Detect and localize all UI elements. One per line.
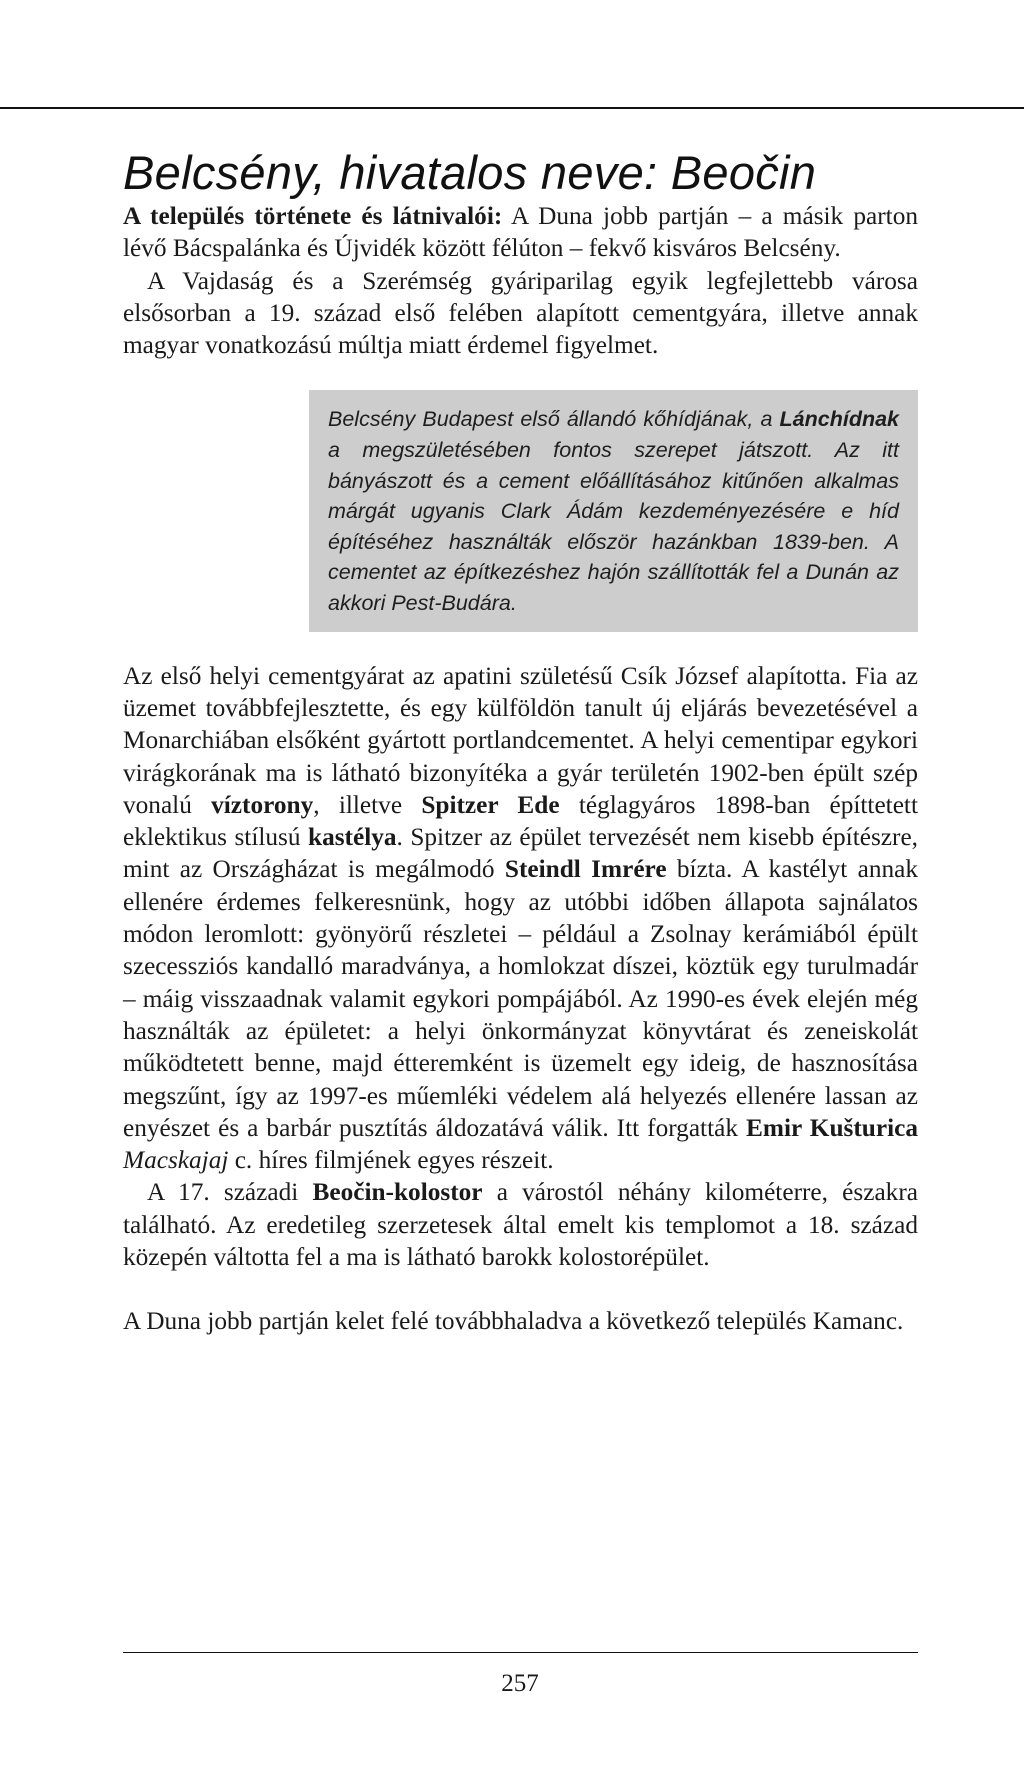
bold-spitzer-ede: Spitzer Ede: [421, 790, 560, 819]
intro-paragraph: [123, 200, 918, 265]
callout-box: [309, 390, 918, 631]
text-run: , illetve: [313, 790, 422, 819]
intro-text: A Duna jobb partján – a másik parton lévő Bácspalánka és Újvidék között félúton – fekvő kisváros Belcsény.: [123, 202, 918, 263]
footer-rule: [123, 1652, 918, 1653]
text-run: Az első helyi cementgyárat az apatini születésű Csík József alapította. Fia az üzemet továbbfejlesztette, és egy külföldön tanult új eljárás bevezetésével a Monarchiában elsőként gyártott portlandcementet. A helyi cementipar egykori virágkorának ma is látható bizonyítéka a gyár területén 1902-ben épült szép vonalú: [123, 661, 918, 819]
page-title: Belcsény, hivatalos neve: Beočin: [123, 146, 817, 199]
paragraph-cementgyar: [123, 660, 918, 1177]
paragraph-kolostor: [123, 1176, 918, 1273]
bold-viztorony: víztorony: [211, 790, 314, 819]
text-run: a várostól néhány kilométerre, északra található. Az eredetileg szerzetesek által emelt kis templomot a 18. század közepén váltotta fel a ma is látható barokk kolostorépület.: [123, 1178, 918, 1271]
text-run: bízta. A kastélyt annak ellenére érdemes felkeresnünk, hogy az utóbbi időben állapota sajnálatos módon leromlott: gyönyörű részletei – például a Zsolnay kerámiából épült szecessziós kandalló maradványa, a homlokzat díszei, köztük egy turulmadár – máig visszaadnak valamit egykori pompájából. Az 1990-es évek elején még használták az épületet: a helyi önkormányzat könyvtárat és zeneiskolát működtetett benne, majd étteremként is üzemelt egy ideig, de hasznosítása megszűnt, így az 1997-es műemléki védelem alá helyezés ellenére lassan az enyészet és a barbár pusztítás áldozatává válik. Itt forgatták: [123, 855, 918, 1142]
paragraph-kamanc: A Duna jobb partján kelet felé továbbhaladva a következő település Kamanc.: [123, 1307, 904, 1336]
top-rule: [0, 107, 1024, 109]
bold-steindl-imrere: Steindl Imrére: [504, 855, 667, 884]
bold-beocin-kolostor: Beočin-kolostor: [312, 1178, 483, 1207]
callout-text: Belcsény Budapest első állandó kőhídjának, a: [328, 407, 780, 432]
paragraph-vajdasag: A Vajdaság és a Szerémség gyáriparilag egyik legfejlettebb városa elsősorban a 19. század első felében alapított cementgyára, illetve annak magyar vonatkozású múltja miatt érdemel figyelmet.: [123, 266, 918, 360]
spacer: [123, 1273, 918, 1305]
page-content: [123, 146, 918, 1338]
text-run: téglagyáros 1898-ban építtetett eklektikus stílusú: [123, 790, 918, 852]
text-run: . Spitzer az épület tervezését nem kisebb építészre, mint az Országházat is megálmodó: [123, 823, 919, 884]
text-run: A 17. századi: [147, 1178, 313, 1207]
callout-text: a megszületésében fontos szerepet játszott. Az itt bányászott és a cement előállításához kitűnően alkalmas márgát ugyanis Clark Ádám kezdeményezésére e híd építéséhez használták először hazánkban 1839-ben. A cementet az építkezéshez hajón szállították fel a Dunán az akkori Pest-Budára.: [328, 438, 899, 616]
bold-kastelya: kastélya: [308, 823, 397, 852]
page-number: 257: [501, 1670, 539, 1697]
intro-label: A település története és látnivalói:: [123, 202, 503, 230]
italic-macskajaj: Macskajaj: [123, 1146, 229, 1175]
text-run: c. híres filmjének egyes részeit.: [228, 1146, 554, 1175]
callout-bold-lanchid: Lánchídnak: [779, 407, 899, 432]
bold-emir-kusturica: Emir Kušturica: [746, 1113, 918, 1142]
